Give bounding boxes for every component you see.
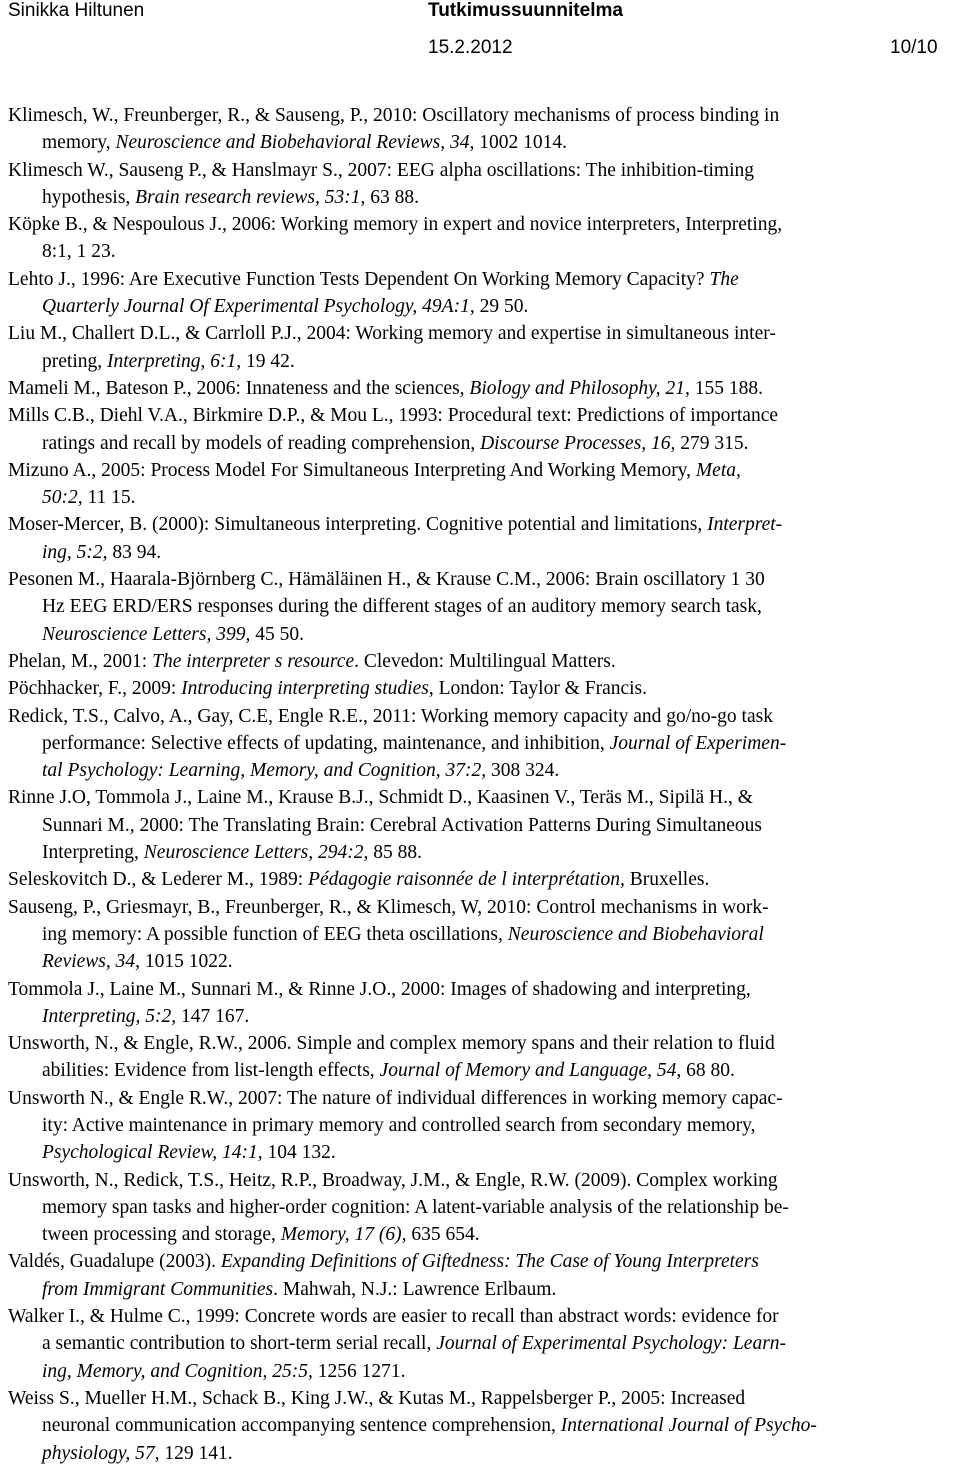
reference-text: 1256 1271.	[312, 1360, 406, 1382]
reference-italic-text: Neuroscience Letters, 399,	[42, 623, 251, 645]
reference-line	[8, 1303, 948, 1330]
reference-line	[8, 648, 948, 675]
reference-list	[8, 102, 948, 1467]
reference-text: . Clevedon: Multilingual Matters.	[354, 650, 616, 672]
reference-text: 147 167.	[176, 1005, 250, 1027]
reference-line	[8, 484, 948, 511]
header-title: Tutkimussuunnitelma	[428, 0, 623, 21]
reference-line	[8, 1194, 948, 1221]
reference-text: 83 94.	[107, 541, 162, 563]
reference-italic-text: Pédagogie raisonnée de l interprétation	[308, 869, 620, 891]
reference-line	[8, 1139, 948, 1166]
reference-text: Sauseng, P., Griesmayr, B., Freunberger, R., & Klimesch, W, 2010: Control mechanisms in work-	[8, 896, 769, 918]
reference-line	[8, 675, 948, 702]
reference-line	[8, 1358, 948, 1385]
reference-text: . Mahwah, N.J.: Lawrence Erlbaum.	[273, 1278, 557, 1300]
reference-italic-text: Neuroscience Letters, 294:2,	[143, 842, 369, 864]
reference-line	[8, 511, 948, 538]
reference-text: hypothesis,	[42, 186, 136, 208]
reference-text: a semantic contribution to short-term serial recall,	[42, 1333, 437, 1355]
reference-line	[8, 102, 948, 129]
reference-italic-text: ing, 5:2,	[42, 541, 108, 563]
reference-line	[8, 1440, 948, 1467]
reference-text: , Bruxelles.	[619, 869, 710, 891]
reference-italic-text: Neuroscience and Biobehavioral	[507, 923, 764, 945]
reference-entry	[8, 211, 948, 266]
reference-text: Sunnari M., 2000: The Translating Brain: Cerebral Activation Patterns During Simultaneous	[42, 814, 762, 836]
reference-line	[8, 1276, 948, 1303]
reference-line	[8, 129, 948, 156]
reference-text: 45 50.	[250, 623, 304, 645]
reference-entry	[8, 266, 948, 321]
reference-line	[8, 348, 948, 375]
reference-italic-text: Journal of Experimen-	[609, 732, 787, 754]
reference-italic-text: Expanding Definitions of Giftedness: The Case of Young Interpreters	[220, 1251, 759, 1273]
reference-text: Unsworth, N., Redick, T.S., Heitz, R.P., Broadway, J.M., & Engle, R.W. (2009). Complex working	[8, 1169, 778, 1191]
reference-italic-text: Discourse Processes, 16,	[480, 432, 676, 454]
reference-text: ity: Active maintenance in primary memory and controlled search from secondary memory,	[42, 1114, 756, 1136]
reference-text: 11 15.	[82, 487, 136, 509]
reference-entry	[8, 703, 948, 785]
reference-line	[8, 539, 948, 566]
reference-italic-text: Interpreting, 6:1,	[106, 350, 242, 372]
reference-text: Walker I., & Hulme C., 1999: Concrete words are easier to recall than abstract words: evidence for	[8, 1306, 779, 1328]
reference-text: 85 88.	[368, 842, 422, 864]
reference-entry	[8, 102, 948, 157]
reference-line	[8, 757, 948, 784]
reference-text: Köpke B., & Nespoulous J., 2006: Working memory in expert and novice interpreters, Interpreting,	[8, 214, 783, 236]
reference-text: 8:1, 1 23.	[42, 241, 116, 263]
reference-entry	[8, 1385, 948, 1467]
reference-italic-text: The interpreter s resource	[152, 650, 355, 672]
reference-text: Seleskovitch D., & Lederer M., 1989:	[8, 869, 309, 891]
reference-line	[8, 1167, 948, 1194]
reference-text: Phelan, M., 2001:	[8, 650, 153, 672]
reference-line	[8, 1030, 948, 1057]
reference-line	[8, 703, 948, 730]
reference-line	[8, 184, 948, 211]
reference-text: Valdés, Guadalupe (2003).	[8, 1251, 221, 1273]
reference-text: Unsworth, N., & Engle, R.W., 2006. Simple and complex memory spans and their relation to fluid	[8, 1033, 775, 1055]
reference-italic-text: 50:2,	[42, 487, 83, 509]
reference-entry	[8, 648, 948, 675]
reference-line	[8, 730, 948, 757]
reference-line	[8, 1412, 948, 1439]
reference-text: Pöchhacker, F., 2009:	[8, 678, 182, 700]
reference-line	[8, 593, 948, 620]
reference-text: Liu M., Challert D.L., & Carrloll P.J., 2004: Working memory and expertise in simultaneous inter-	[8, 323, 776, 345]
reference-text: Pesonen M., Haarala-Björnberg C., Hämäläinen H., & Krause C.M., 2006: Brain oscillatory 1 30	[8, 569, 765, 591]
reference-line	[8, 293, 948, 320]
reference-italic-text: physiology, 57,	[42, 1442, 160, 1464]
reference-text: 155 188.	[689, 377, 763, 399]
reference-italic-text: Interpreting, 5:2,	[42, 1005, 177, 1027]
reference-italic-text: Quarterly Journal Of Experimental Psychology, 49A:1,	[42, 296, 475, 318]
reference-text: neuronal communication accompanying sentence comprehension,	[42, 1415, 561, 1437]
reference-line	[8, 921, 948, 948]
reference-italic-text: Journal of Memory and Language, 54,	[379, 1060, 682, 1082]
reference-text: Hz EEG ERD/ERS responses during the different stages of an auditory memory search task,	[42, 596, 762, 618]
reference-text: 1002 1014.	[474, 132, 567, 154]
reference-text: 104 132.	[262, 1142, 336, 1164]
reference-entry	[8, 402, 948, 457]
reference-text: Mameli M., Bateson P., 2006: Innateness and the sciences,	[8, 377, 470, 399]
reference-entry	[8, 511, 948, 566]
reference-line	[8, 1057, 948, 1084]
reference-text: performance: Selective effects of updating, maintenance, and inhibition,	[42, 732, 610, 754]
reference-line	[8, 375, 948, 402]
reference-text: 635 654.	[406, 1224, 480, 1246]
reference-text: ing memory: A possible function of EEG theta oscillations,	[42, 923, 508, 945]
reference-line	[8, 430, 948, 457]
reference-text: 279 315.	[675, 432, 749, 454]
reference-text: Klimesch, W., Freunberger, R., & Sauseng, P., 2010: Oscillatory mechanisms of process binding in	[8, 105, 780, 126]
reference-line	[8, 1003, 948, 1030]
reference-line	[8, 402, 948, 429]
reference-entry	[8, 976, 948, 1031]
reference-text: Unsworth N., & Engle R.W., 2007: The nature of individual differences in working memory capac-	[8, 1087, 783, 1109]
reference-text: Tommola J., Laine M., Sunnari M., & Rinne J.O., 2000: Images of shadowing and interpreting,	[8, 978, 751, 1000]
reference-line	[8, 566, 948, 593]
reference-text: Rinne J.O, Tommola J., Laine M., Krause B.J., Schmidt D., Kaasinen V., Teräs M., Sipilä H., &	[8, 787, 753, 809]
reference-line	[8, 457, 948, 484]
reference-text: 1015 1022.	[140, 951, 233, 973]
reference-italic-text: Introducing interpreting studies	[181, 678, 429, 700]
reference-text: Mills C.B., Diehl V.A., Birkmire D.P., & Mou L., 1993: Procedural text: Predictions of importance	[8, 405, 779, 427]
reference-text: memory span tasks and higher-order cognition: A latent-variable analysis of the relationship be-	[42, 1196, 789, 1218]
reference-italic-text: ing, Memory, and Cognition, 25:5,	[42, 1360, 313, 1382]
reference-entry	[8, 894, 948, 976]
reference-line	[8, 157, 948, 184]
reference-italic-text: The	[709, 268, 739, 290]
reference-line	[8, 894, 948, 921]
reference-text: memory,	[42, 132, 116, 154]
reference-italic-text: tal Psychology: Learning, Memory, and Cognition, 37:2,	[42, 760, 487, 782]
reference-entry	[8, 1085, 948, 1167]
reference-text: Lehto J., 1996: Are Executive Function Tests Dependent On Working Memory Capacity?	[8, 268, 710, 290]
reference-line	[8, 866, 948, 893]
reference-line	[8, 1112, 948, 1139]
reference-text: 19 42.	[241, 350, 295, 372]
reference-text: , London: Taylor & Francis.	[428, 678, 648, 700]
reference-text: Klimesch W., Sauseng P., & Hanslmayr S., 2007: EEG alpha oscillations: The inhibition-timing	[8, 159, 755, 181]
reference-text: abilities: Evidence from list-length effects,	[42, 1060, 380, 1082]
reference-entry	[8, 1303, 948, 1385]
reference-entry	[8, 866, 948, 893]
reference-line	[8, 948, 948, 975]
reference-line	[8, 1248, 948, 1275]
reference-italic-text: Reviews, 34,	[42, 951, 141, 973]
reference-text: 129 141.	[159, 1442, 233, 1464]
reference-italic-text: Meta,	[695, 459, 741, 481]
reference-text: 68 80.	[681, 1060, 735, 1082]
reference-text: Weiss S., Mueller H.M., Schack B., King J.W., & Kutas M., Rappelsberger P., 2005: Increased	[8, 1387, 746, 1409]
reference-line	[8, 211, 948, 238]
header-date: 15.2.2012	[428, 37, 513, 58]
reference-italic-text: Journal of Experimental Psychology: Learn-	[436, 1333, 787, 1355]
reference-italic-text: Interpret-	[707, 514, 783, 536]
reference-text: Moser-Mercer, B. (2000): Simultaneous interpreting. Cognitive potential and limitations,	[8, 514, 708, 536]
reference-text: 29 50.	[474, 296, 529, 318]
reference-line	[8, 621, 948, 648]
reference-text: 308 324.	[486, 760, 560, 782]
reference-entry	[8, 1167, 948, 1249]
reference-entry	[8, 1248, 948, 1303]
reference-text: Interpreting,	[42, 842, 144, 864]
header-author: Sinikka Hiltunen	[8, 0, 145, 21]
reference-entry	[8, 566, 948, 648]
reference-line	[8, 1385, 948, 1412]
reference-text: ratings and recall by models of reading comprehension,	[42, 432, 481, 454]
reference-text: preting,	[42, 350, 107, 372]
reference-entry	[8, 784, 948, 866]
reference-entry	[8, 675, 948, 702]
reference-text: tween processing and storage,	[42, 1224, 281, 1246]
reference-italic-text: Brain research reviews, 53:1,	[135, 186, 366, 208]
reference-italic-text: Neuroscience and Biobehavioral Reviews, 34,	[115, 132, 475, 154]
reference-italic-text: Memory, 17 (6),	[280, 1224, 407, 1246]
reference-entry	[8, 375, 948, 402]
reference-line	[8, 784, 948, 811]
reference-line	[8, 1221, 948, 1248]
reference-line	[8, 976, 948, 1003]
reference-line	[8, 266, 948, 293]
reference-line	[8, 1330, 948, 1357]
reference-line	[8, 839, 948, 866]
reference-line	[8, 320, 948, 347]
reference-line	[8, 812, 948, 839]
reference-italic-text: Biology and Philosophy, 21,	[469, 377, 690, 399]
reference-text: Mizuno A., 2005: Process Model For Simultaneous Interpreting And Working Memory,	[8, 459, 696, 481]
reference-italic-text: International Journal of Psycho-	[560, 1415, 817, 1437]
reference-text: Redick, T.S., Calvo, A., Gay, C.E, Engle R.E., 2011: Working memory capacity and go/no-go task	[8, 705, 773, 727]
reference-entry	[8, 1030, 948, 1085]
reference-italic-text: Psychological Review, 14:1,	[42, 1142, 263, 1164]
reference-entry	[8, 157, 948, 212]
reference-text: 63 88.	[365, 186, 419, 208]
reference-italic-text: from Immigrant Communities	[42, 1278, 274, 1300]
header-page-number: 10/10	[890, 37, 938, 58]
reference-line	[8, 1085, 948, 1112]
reference-line	[8, 238, 948, 265]
reference-entry	[8, 457, 948, 512]
reference-entry	[8, 320, 948, 375]
